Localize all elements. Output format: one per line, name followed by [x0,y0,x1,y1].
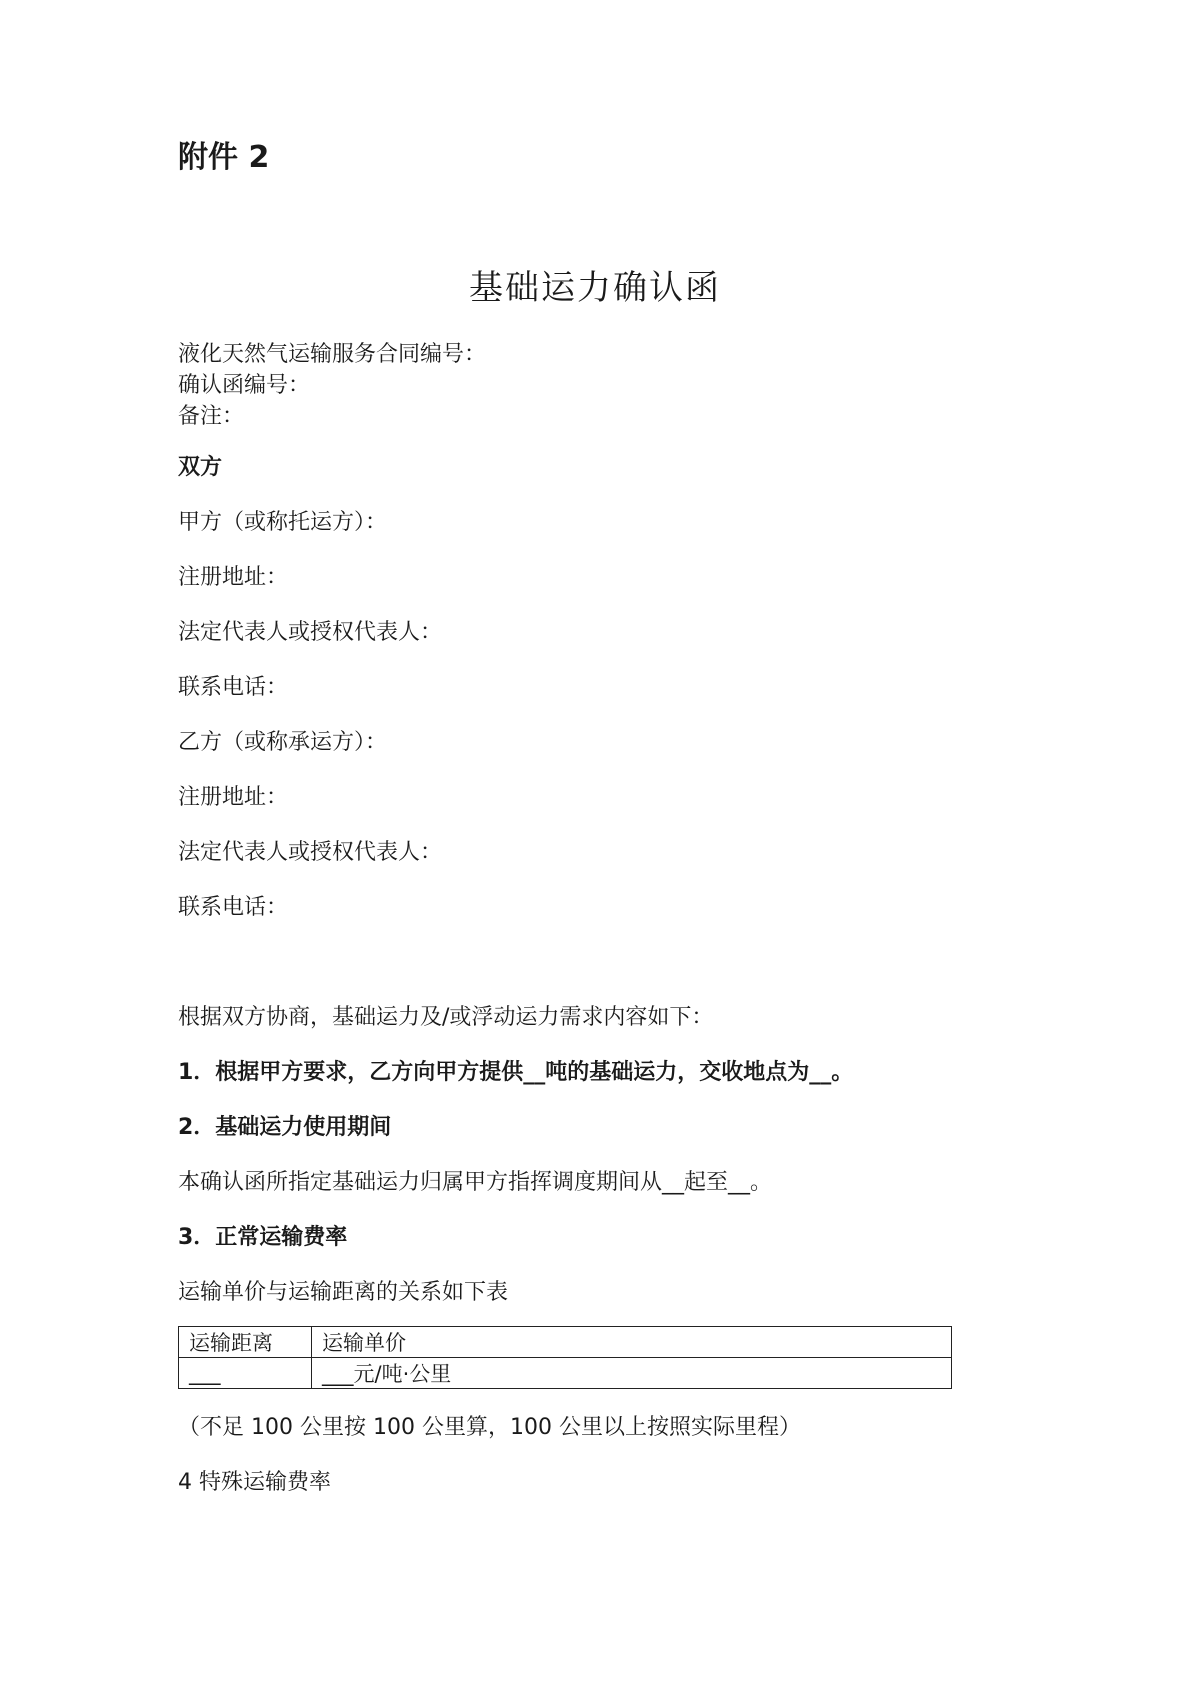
table-header-row [179,1327,952,1358]
document-title: 基础运力确认函 [469,268,721,308]
section-3-note: （不足 100 公里按 100 公里算，100 公里以上按照实际里程） [178,1415,801,1440]
party-b-representative: 法定代表人或授权代表人： [178,840,443,865]
section-2-body: 本确认函所指定基础运力归属甲方指挥调度期间从__起至__。 [178,1170,773,1195]
parties-heading: 双方 [178,455,223,480]
table-header-unit-price: 运输单价 [312,1327,952,1358]
party-a-phone: 联系电话： [178,675,289,700]
table-row [179,1358,952,1389]
section-3-heading: 3．正常运输费率 [178,1225,348,1250]
table-header-distance: 运输距离 [179,1327,312,1358]
letter-number-field: 确认函编号： [178,373,311,398]
party-a-address: 注册地址： [178,565,289,590]
contract-number-field: 液化天然气运输服务合同编号： [178,342,487,367]
party-b-address: 注册地址： [178,785,289,810]
remarks-field: 备注： [178,404,245,429]
section-2-heading: 2．基础运力使用期间 [178,1115,392,1140]
rate-table [178,1326,952,1389]
table-cell-unit-price: ___元/吨·公里 [312,1358,952,1389]
intro-paragraph: 根据双方协商，基础运力及/或浮动运力需求内容如下： [178,1005,714,1030]
section-3-body: 运输单价与运输距离的关系如下表 [178,1280,509,1305]
party-a-representative: 法定代表人或授权代表人： [178,620,443,645]
attachment-label: 附件 2 [178,140,270,175]
table-cell-distance: ___ [179,1358,312,1389]
section-4-heading: 4 特殊运输费率 [178,1470,331,1495]
party-b-phone: 联系电话： [178,895,289,920]
party-a-name: 甲方（或称托运方）： [178,510,388,535]
section-1: 1．根据甲方要求，乙方向甲方提供__吨的基础运力，交收地点为__。 [178,1060,854,1085]
party-b-name: 乙方（或称承运方）： [178,730,388,755]
